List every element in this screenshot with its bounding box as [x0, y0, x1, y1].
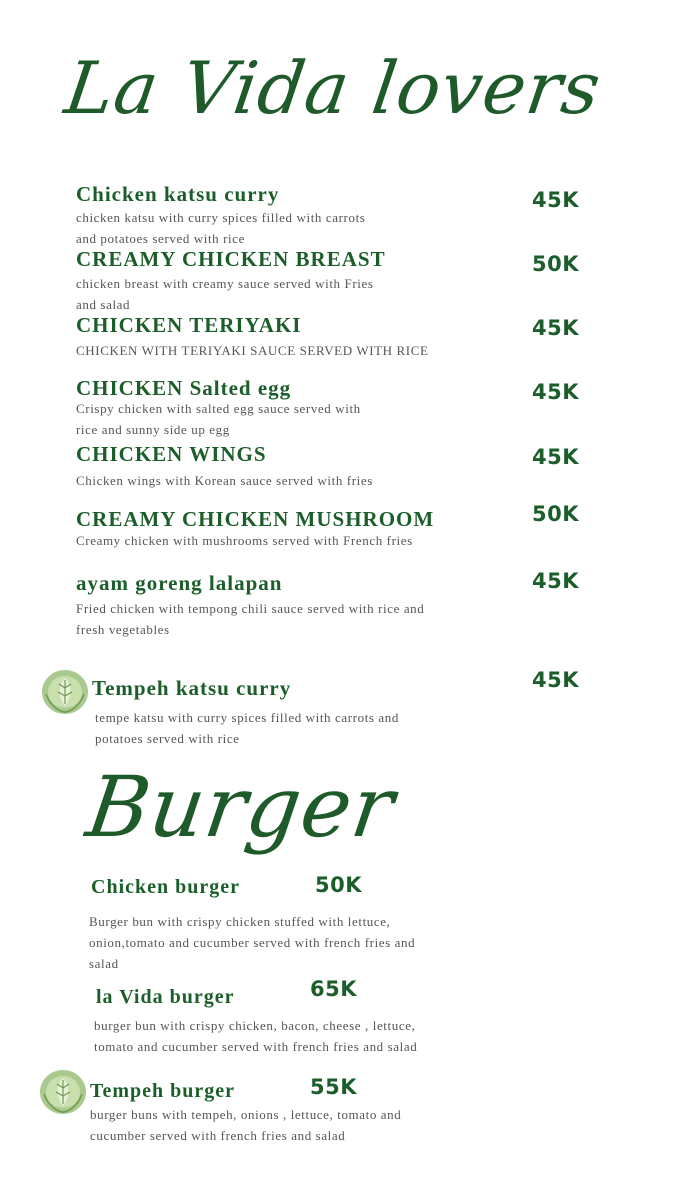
desc-line: Creamy chicken with mushrooms served with French fries [76, 533, 413, 548]
item-price: 50K [532, 252, 579, 276]
desc-line: Fried chicken with tempong chili sauce served with rice and [76, 601, 425, 616]
item-price: 50K [532, 502, 579, 526]
item-name: CHICKEN WINGS [76, 442, 267, 466]
desc-line: salad [89, 956, 119, 971]
item-price: 45K [532, 445, 579, 469]
desc-line: Crispy chicken with salted egg sauce served with [76, 401, 361, 416]
item-name: CREAMY CHICKEN BREAST [76, 247, 386, 271]
burger-price: 55K [310, 1075, 357, 1099]
desc-line: cucumber served with french fries and salad [90, 1128, 346, 1143]
item-price: 45K [532, 188, 579, 212]
section-title-burger: Burger [81, 758, 401, 856]
item-name: CHICKEN TERIYAKI [76, 313, 302, 337]
desc-line: CHICKEN WITH TERIYAKI SAUCE SERVED WITH RICE [76, 343, 429, 358]
cabbage-icon [40, 668, 90, 716]
burger-name: Tempeh burger [90, 1080, 236, 1102]
desc-line: chicken breast with creamy sauce served with Fries [76, 276, 374, 291]
burger-name: la Vida burger [96, 986, 235, 1008]
item-description [95, 707, 399, 749]
item-description [76, 340, 429, 361]
item-description [76, 470, 373, 491]
item-description [76, 398, 361, 440]
desc-line: tomato and cucumber served with french fries and salad [94, 1039, 418, 1054]
item-description [76, 530, 413, 551]
desc-line: and potatoes served with rice [76, 231, 246, 246]
desc-line: potatoes served with rice [95, 731, 240, 746]
desc-line: and salad [76, 297, 131, 312]
cabbage-icon [38, 1068, 88, 1116]
burger-price: 50K [315, 873, 362, 897]
burger-name: Chicken burger [91, 876, 240, 898]
desc-line: tempe katsu with curry spices filled with carrots and [95, 710, 399, 725]
burger-price: 65K [310, 977, 357, 1001]
item-price: 45K [532, 668, 579, 692]
item-name: Chicken katsu curry [76, 182, 280, 206]
item-price: 45K [532, 569, 579, 593]
desc-line: burger bun with crispy chicken, bacon, cheese , lettuce, [94, 1018, 416, 1033]
item-name: ayam goreng lalapan [76, 571, 283, 595]
item-description [76, 598, 424, 640]
item-name: CREAMY CHICKEN MUSHROOM [76, 507, 435, 531]
burger-description [94, 1015, 417, 1057]
item-name: CHICKEN Salted egg [76, 376, 292, 400]
item-name: Tempeh katsu curry [92, 676, 292, 700]
burger-description [90, 1104, 401, 1146]
desc-line: rice and sunny side up egg [76, 422, 230, 437]
burger-description [89, 911, 415, 974]
desc-line: burger buns with tempeh, onions , lettuce, tomato and [90, 1107, 402, 1122]
desc-line: onion,tomato and cucumber served with french fries and [89, 935, 416, 950]
item-price: 45K [532, 380, 579, 404]
desc-line: fresh vegetables [76, 622, 170, 637]
item-price: 45K [532, 316, 579, 340]
desc-line: chicken katsu with curry spices filled with carrots [76, 210, 366, 225]
item-description [76, 273, 373, 315]
desc-line: Chicken wings with Korean sauce served with fries [76, 473, 373, 488]
section-title-la-vida-lovers: La Vida lovers [60, 46, 607, 130]
desc-line: Burger bun with crispy chicken stuffed with lettuce, [89, 914, 391, 929]
item-description [76, 207, 365, 249]
